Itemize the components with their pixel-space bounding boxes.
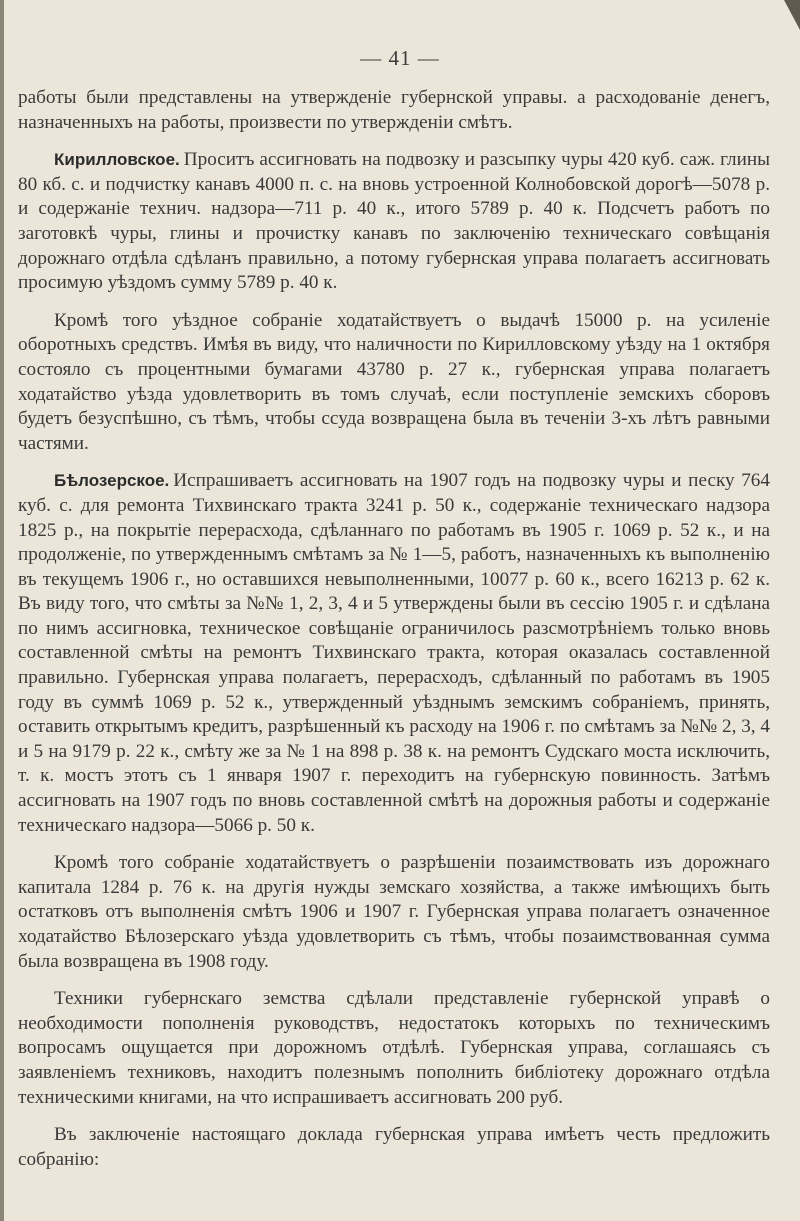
paragraph-belozerskoe-capital [18,851,770,974]
paragraph-text: Кромѣ того уѣздное собраніе ходатайствуетъ о выдачѣ 15000 р. на усиленіе оборотныхъ средствъ. Имѣя въ виду, что наличности по Кирилловскому уѣзду на 1 октября состояло съ процентными бумагами 43780 р. 27 к., губернская управа полагаетъ ходатайство уѣзда удовлетворить въ томъ случаѣ, если поступленіе земскихъ сборовъ будетъ безуспѣшно, съ тѣмъ, чтобы ссуда возвращена была въ теченіи 3-хъ лѣтъ равными частями. [18,309,770,454]
paragraph-kirillovskoe [18,148,770,296]
section-label-belozerskoe: Бѣлозерское. [54,471,170,491]
page-corner [784,0,800,30]
paragraph-text: Испрашиваетъ ассигновать на 1907 годъ на подвозку чуры и песку 764 куб. с. для ремонта Тихвинскаго тракта 3241 р. 50 к., содержаніе техническаго надзора 1825 р., на покрытіе перерасхода, сдѣланнаго по работамъ въ 1905 г. 1069 р. 52 к., и на продолженіе, по утвержденнымъ смѣтамъ за № 1—5, работъ, назначенныхъ къ выполненію въ текущемъ 1906 г., но оставшихся невыполненными, 10077 р. 60 к., всего 16213 р. 62 к. Въ виду того, что смѣты за №№ 1, 2, 3, 4 и 5 утверждены были въ сессію 1905 г. и сдѣлана по нимъ ассигновка, техническое совѣщаніе ограничилось разсмотрѣніемъ только вновь составленной смѣты на ремонтъ Тихвинскаго тракта, которая оказалась составленной правильно. Губернская управа полагаетъ, перерасходъ, сдѣланный по работамъ въ 1905 году въ суммѣ 1069 р. 52 к., утвержденный уѣзднымъ земскимъ собраніемъ, принять, оставить открытымъ кредитъ, разрѣшенный къ расходу на 1906 г. по смѣтамъ за №№ 2, 3, 4 и 5 на 9179 р. 22 к., смѣту же за № 1 на 898 р. 38 к. на ремонтъ Судскаго моста исключить, т. к. мостъ этотъ съ 1 января 1907 г. переходитъ на губернскую повинность. Затѣмъ ассигновать на 1907 годъ по вновь составленной смѣтѣ на дорожныя работы и содержаніе техническаго надзора—5066 р. 50 к. [18,470,770,836]
page-edge-shadow [0,0,4,1221]
paragraph-kirillovskoe-loan [18,309,770,457]
paragraph-text: работы были представлены на утвержденіе губернской управы. а расходованіе денегъ, назначенныхъ на работы, произвести по утвержденіи смѣтъ. [18,87,770,133]
paragraph-text: Въ заключеніе настоящаго доклада губернская управа имѣетъ честь предложить собранію: [18,1124,770,1170]
paragraph-continuation [18,86,770,135]
paragraph-text: Проситъ ассигновать на подвозку и разсыпку чуры 420 куб. саж. глины 80 кб. с. и подчистку канавъ 4000 п. с. на вновь устроенной Колнобовской дорогѣ—5078 р. и содержаніе технич. надзора—711 р. 40 к., итого 5789 р. 40 к. Подсчетъ работъ по заготовкѣ чуры, глины и прочистку канавъ по заключенію техническаго совѣщанія дорожнаго отдѣла сдѣланъ правильно, а потому губернская управа полагаетъ ассигновать просимую уѣздомъ сумму 5789 р. 40 к. [18,149,770,294]
page-number: — 41 — [360,46,440,70]
paragraph-text: Кромѣ того собраніе ходатайствуетъ о разрѣшеніи позаимствовать изъ дорожнаго капитала 1284 р. 76 к. на другія нужды земскаго хозяйства, а также имѣющихъ быть остатковъ отъ выполненія смѣтъ 1906 и 1907 г. Губернская управа полагаетъ означенное ходатайство Бѣлозерскаго уѣзда удовлетворить съ тѣмъ, чтобы позаимствованная сумма была возвращена въ 1908 году. [18,852,770,972]
document-body [18,86,770,1172]
paragraph-text: Техники губернскаго земства сдѣлали представленіе губернской управѣ о необходимости пополненія руководствъ, недостатокъ которыхъ по техническимъ вопросамъ ощущается при дорожномъ отдѣлѣ. Губернская управа, соглашаясь съ заявленіемъ техниковъ, находитъ полезнымъ пополнить библіотеку дорожнаго отдѣла техническими книгами, на что испрашиваетъ ассигновать 200 руб. [18,988,770,1108]
paragraph-technicians [18,987,770,1110]
section-label-kirillovskoe: Кирилловское. [54,150,180,170]
paragraph-belozerskoe [18,469,770,838]
paragraph-conclusion [18,1123,770,1172]
